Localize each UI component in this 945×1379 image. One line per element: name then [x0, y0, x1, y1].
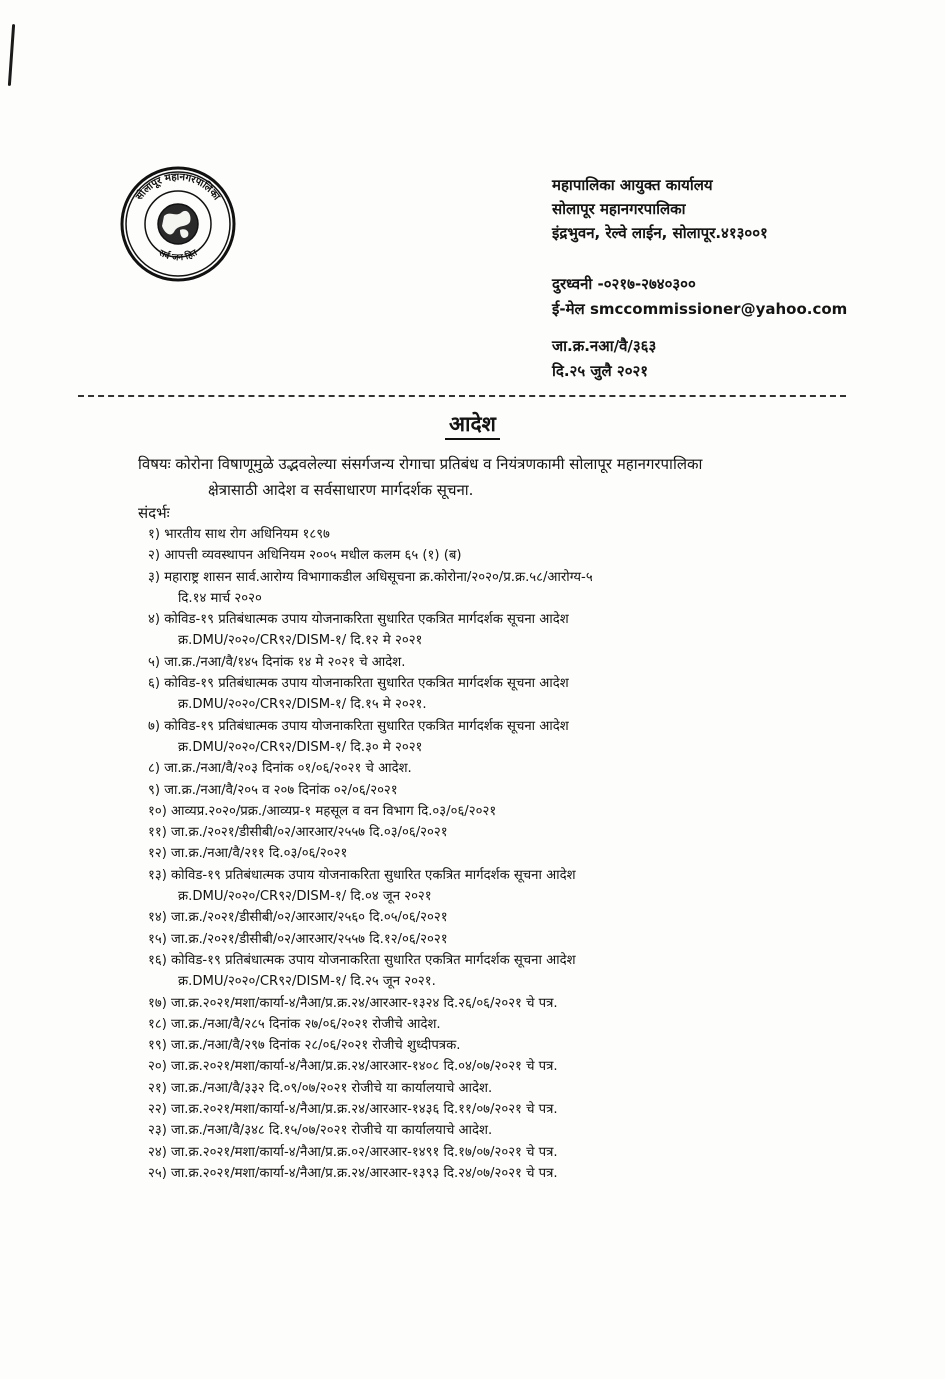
reference-text: ११) जा.क्र./२०२१/डीसीबी/०२/आरआर/२५५७ दि.०३/०६/२०२१ [148, 825, 448, 841]
reference-text: ७) कोविड-१९ प्रतिबंधात्मक उपाय योजनाकरिता सुधारित एकत्रित मार्गदर्शक सूचना आदेश [148, 718, 569, 734]
reference-item [148, 1056, 848, 1077]
reference-item [148, 652, 848, 673]
email-label: ई-मेल [552, 300, 585, 318]
document-date: दि.२५ जुलै २०२१ [552, 362, 649, 380]
reference-item [148, 609, 848, 652]
reference-item [148, 843, 848, 864]
references-list [148, 524, 848, 1184]
reference-text: १०) आव्यप्र.२०२०/प्रक्र./आव्यप्र-१ महसूल व वन विभाग दि.०३/०६/२०२१ [148, 803, 497, 819]
reference-text: २२) जा.क्र.२०२१/मशा/कार्या-४/नैआ/प्र.क्र.२४/आरआर-१४३६ दि.११/०७/२०२१ चे पत्र. [148, 1102, 558, 1118]
reference-item [148, 1014, 848, 1035]
reference-item [148, 524, 848, 545]
reference-continuation: क्र.DMU/२०२०/CR९२/DISM-१/ दि.१५ मे २०२१. [178, 697, 427, 713]
reference-item [148, 545, 848, 566]
contact-block [552, 272, 922, 322]
reference-text: ६) कोविड-१९ प्रतिबंधात्मक उपाय योजनाकरिता सुधारित एकत्रित मार्गदर्शक सूचना आदेश [148, 676, 569, 692]
office-name: महापालिका आयुक्त कार्यालय [552, 176, 713, 194]
reference-text: २३) जा.क्र./नआ/वै/३४८ दि.१५/०७/२०२१ रोजीचे या कार्यालयाचे आदेश. [148, 1123, 493, 1139]
reference-text: १) भारतीय साथ रोग अधिनियम १८९७ [148, 527, 330, 542]
reference-continuation: क्र.DMU/२०२०/CR९२/DISM-१/ दि.२५ जून २०२१. [178, 974, 436, 990]
corporation-name: सोलापूर महानगरपालिका [552, 200, 686, 218]
seal-ring-text-bottom [156, 248, 200, 263]
reference-continuation: क्र.DMU/२०२०/CR९२/DISM-१/ दि.०४ जून २०२१ [178, 889, 432, 905]
municipal-seal-icon [120, 166, 236, 282]
seal-globe-emblem [158, 204, 198, 244]
office-address-block [552, 173, 922, 245]
reference-item [148, 567, 848, 610]
reference-item [148, 865, 848, 908]
reference-text: २) आपत्ती व्यवस्थापन अधिनियम २००५ मधील कलम ६५ (१) (ब) [148, 548, 462, 564]
reference-text: १५) जा.क्र./२०२१/डीसीबी/०२/आरआर/२५५७ दि.१२/०६/२०२१ [148, 931, 448, 947]
phone-number: दुरध्वनी -०२१७-२७४०३०० [552, 275, 696, 293]
reference-item [148, 950, 848, 993]
reference-item [148, 822, 848, 843]
reference-item [148, 1099, 848, 1120]
svg-text:सर्व जन हित: सर्व जन हित [156, 248, 200, 264]
email-address: smccommissioner@yahoo.com [589, 300, 848, 318]
order-title [0, 410, 945, 438]
reference-item [148, 929, 848, 950]
reference-item [148, 716, 848, 759]
reference-item [148, 1142, 848, 1163]
reference-text: १६) कोविड-१९ प्रतिबंधात्मक उपाय योजनाकरिता सुधारित एकत्रित मार्गदर्शक सूचना आदेश [148, 952, 576, 968]
reference-text: १२) जा.क्र./नआ/वै/२११ दि.०३/०६/२०२१ [148, 846, 348, 862]
email-line [552, 297, 922, 322]
header-divider [78, 395, 846, 397]
reference-item [148, 907, 848, 928]
reference-text: ५) जा.क्र./नआ/वै/१४५ दिनांक १४ मे २०२१ चे आदेश. [148, 654, 406, 670]
office-address: इंद्रभुवन, रेल्वे लाईन, सोलापूर.४१३००१ [552, 224, 768, 242]
reference-text: १९) जा.क्र./नआ/वै/२९७ दिनांक २८/०६/२०२१ रोजीचे शुध्दीपत्रक. [148, 1038, 461, 1054]
reference-text: २४) जा.क्र.२०२१/मशा/कार्या-४/नैआ/प्र.क्र.०२/आरआर-१४९१ दि.१७/०७/२०२१ चे पत्र. [148, 1144, 558, 1160]
reference-text: ३) महाराष्ट्र शासन सार्व.आरोग्य विभागाकडील अधिसूचना क्र.कोरोना/२०२०/प्र.क्र.५८/आरोग्य-५ [148, 569, 593, 585]
reference-text: ८) जा.क्र./नआ/वै/२०३ दिनांक ०१/०६/२०२१ चे आदेश. [148, 761, 412, 777]
reference-text: ९) जा.क्र./नआ/वै/२०५ व २०७ दिनांक ०२/०६/२०२१ [148, 782, 398, 798]
references-label: संदर्भः [138, 504, 170, 522]
subject-line-2: क्षेत्रासाठी आदेश व सर्वसाधारण मार्गदर्शक सूचना. [208, 481, 474, 499]
reference-item [148, 993, 848, 1014]
reference-item [148, 673, 848, 716]
reference-continuation: दि.१४ मार्च २०२० [178, 590, 262, 606]
outward-number: जा.क्र.नआ/वै/३६३ [552, 337, 657, 355]
pen-stroke-mark [8, 24, 15, 86]
reference-text: १७) जा.क्र.२०२१/मशा/कार्या-४/नैआ/प्र.क्र.२४/आरआर-१३२४ दि.२६/०६/२०२१ चे पत्र. [148, 995, 558, 1011]
reference-text: १४) जा.क्र./२०२१/डीसीबी/०२/आरआर/२५६० दि.०५/०६/२०२१ [148, 910, 448, 926]
reference-item [148, 1078, 848, 1099]
reference-text: २०) जा.क्र.२०२१/मशा/कार्या-४/नैआ/प्र.क्र.२४/आरआर-१४०८ दि.०४/०७/२०२१ चे पत्र. [148, 1059, 558, 1075]
reference-text: १३) कोविड-१९ प्रतिबंधात्मक उपाय योजनाकरिता सुधारित एकत्रित मार्गदर्शक सूचना आदेश [148, 867, 576, 883]
reference-item [148, 1120, 848, 1141]
reference-item [148, 1163, 848, 1184]
order-title-text: आदेश [445, 412, 500, 440]
reference-item [148, 1035, 848, 1056]
subject-block [138, 451, 828, 503]
subject-line-1: विषयः कोरोना विषाणूमुळे उद्भवलेल्या संसर्गजन्य रोगाचा प्रतिबंध व नियंत्रणकामी सोलापूर महानगरपालिका [138, 455, 703, 473]
reference-text: २५) जा.क्र.२०२१/मशा/कार्या-४/नैआ/प्र.क्र.२४/आरआर-१३९३ दि.२४/०७/२०२१ चे पत्र. [148, 1165, 558, 1181]
reference-number-block [552, 334, 852, 384]
reference-text: २१) जा.क्र./नआ/वै/३३२ दि.०९/०७/२०२१ रोजीचे या कार्यालयाचे आदेश. [148, 1080, 493, 1096]
reference-continuation: क्र.DMU/२०२०/CR९२/DISM-१/ दि.३० मे २०२१ [178, 739, 423, 755]
reference-continuation: क्र.DMU/२०२०/CR९२/DISM-१/ दि.१२ मे २०२१ [178, 633, 423, 649]
reference-item [148, 758, 848, 779]
reference-text: ४) कोविड-१९ प्रतिबंधात्मक उपाय योजनाकरिता सुधारित एकत्रित मार्गदर्शक सूचना आदेश [148, 612, 569, 628]
reference-item [148, 801, 848, 822]
reference-text: १८) जा.क्र./नआ/वै/२८५ दिनांक २७/०६/२०२१ रोजीचे आदेश. [148, 1016, 441, 1032]
svg-text:सोलापूर महानगरपालिका: सोलापूर महानगरपालिका [134, 171, 222, 203]
reference-item [148, 780, 848, 801]
